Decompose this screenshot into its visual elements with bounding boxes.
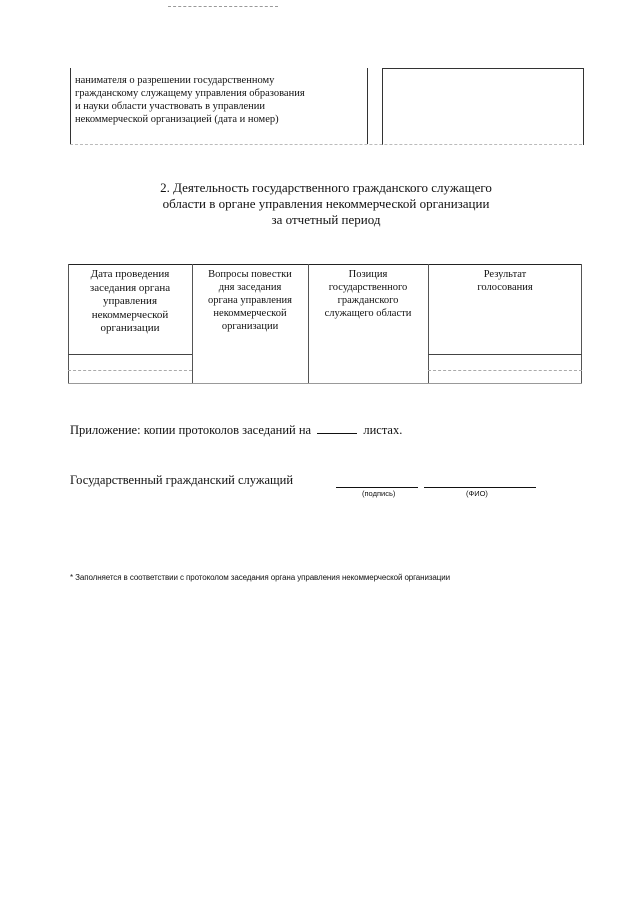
table-bottom-border: [68, 383, 582, 384]
table-row-border: [428, 370, 582, 371]
page-top-fragment: [168, 0, 278, 7]
section-2-heading-line: 2. Деятельность государственного гражданского служащего: [160, 180, 492, 195]
top-table-left-text: нанимателя о разрешении государственному гражданскому служащему управления образования и науки области участвовать в управлении некоммерческой организацией (дата и номер): [75, 75, 305, 125]
table-col-border: [68, 264, 69, 384]
appendix-prefix: Приложение: копии протоколов заседаний на: [70, 423, 312, 437]
header-servant-position: Позиция государственного гражданского служащего области: [324, 269, 412, 319]
table-row-border: [428, 354, 582, 355]
table-top-border: [68, 264, 582, 265]
top-table-left-cell: [70, 68, 368, 144]
top-table-bottom-border: [70, 144, 582, 145]
sheet-count-blank: [317, 423, 357, 434]
name-hint: (ФИО): [466, 489, 488, 498]
section-2-heading-line: области в органе управления некоммерческой организации: [162, 196, 490, 211]
table-col-border: [192, 264, 193, 384]
section-2-heading-line: за отчетный период: [271, 212, 381, 227]
header-agenda-questions: Вопросы повестки дня заседания органа управления некоммерческой организации: [208, 269, 292, 332]
table-row-border: [68, 354, 192, 355]
signature-block: [70, 473, 570, 488]
footnote: * Заполняется в соответствии с протоколом заседания органа управления некоммерческой организации: [70, 573, 450, 582]
signature-label: Государственный гражданский служащий: [70, 473, 294, 487]
table-col-border: [428, 264, 429, 384]
section-2-heading: [70, 180, 582, 228]
name-line: [424, 487, 536, 488]
signature-line: [336, 487, 418, 488]
top-table-right-cell: [382, 68, 584, 145]
top-table-fragment: [70, 68, 582, 146]
appendix-line: [70, 423, 402, 438]
appendix-suffix: листах.: [363, 423, 403, 437]
table-row-border: [68, 370, 192, 371]
signature-hint: (подпись): [362, 489, 396, 498]
table-col-border: [308, 264, 309, 384]
activity-table: [68, 264, 582, 384]
header-voting-result: Результат голосования: [477, 269, 533, 293]
table-col-border: [581, 264, 582, 384]
header-meeting-date: Дата проведения заседания органа управления некоммерческой организации: [89, 268, 171, 334]
